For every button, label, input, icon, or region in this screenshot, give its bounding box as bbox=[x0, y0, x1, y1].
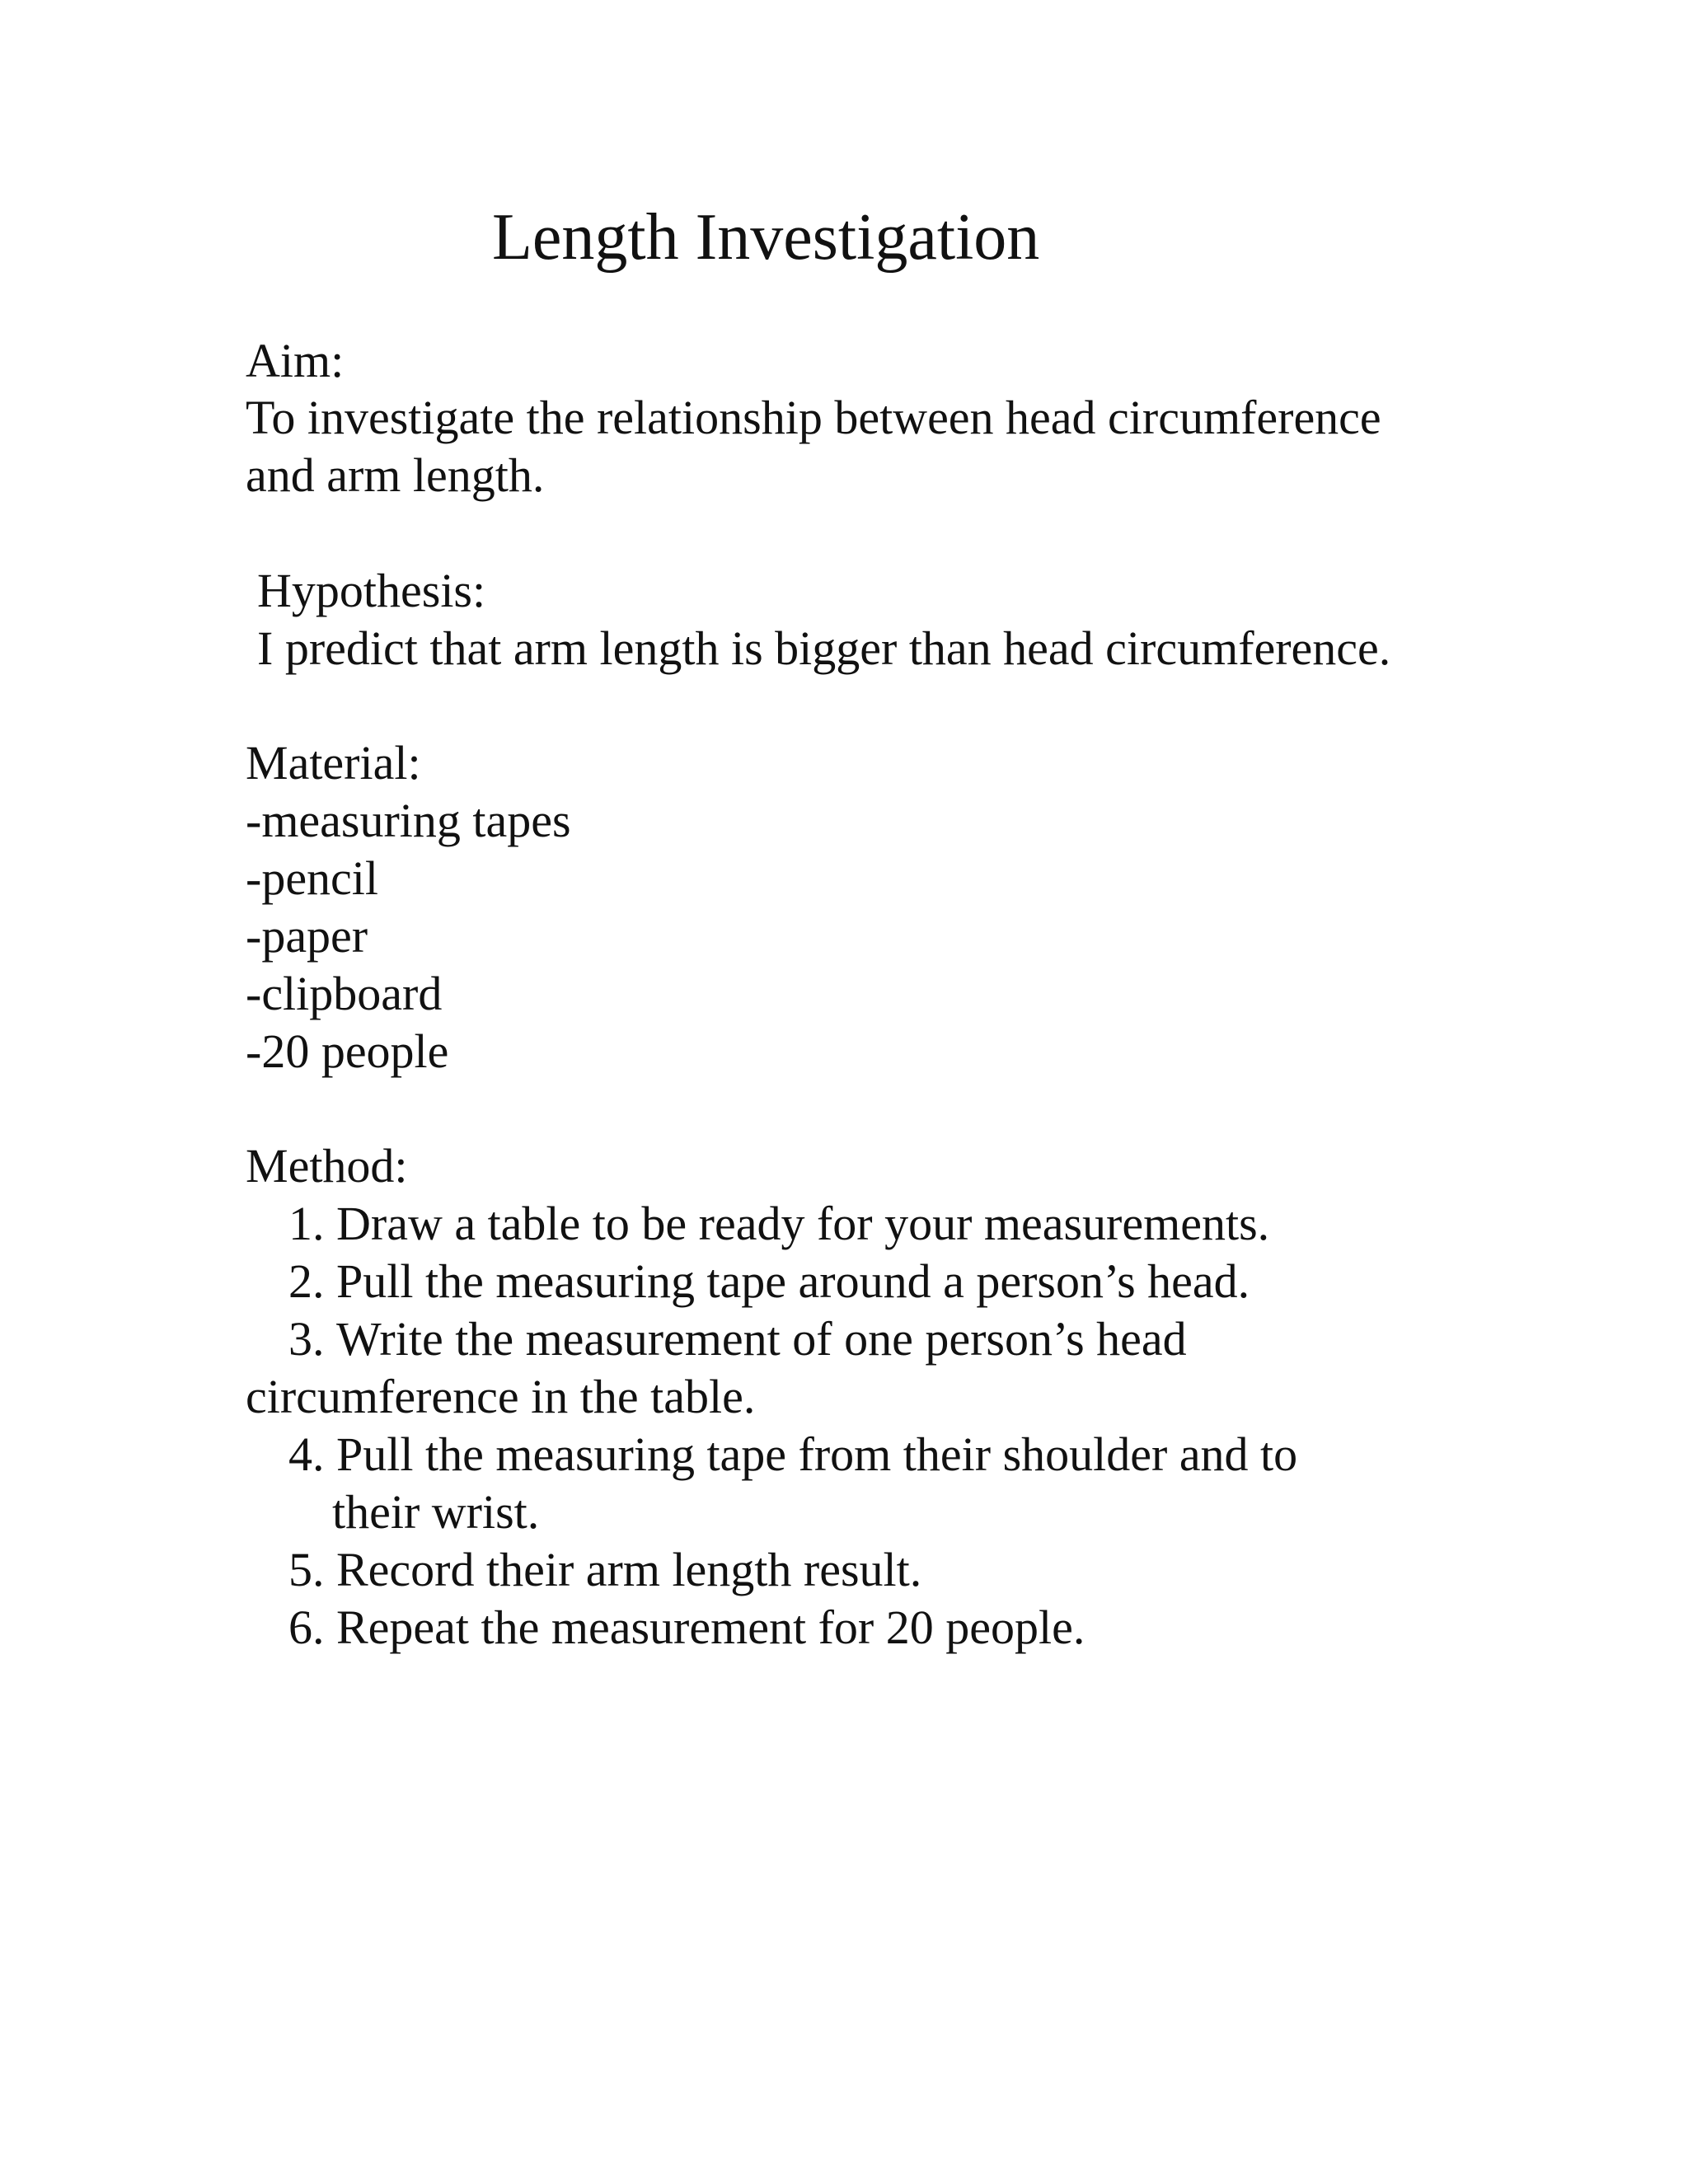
step-number: 5. bbox=[288, 1543, 325, 1596]
method-step bbox=[288, 1426, 1297, 1483]
method-step-continuation: their wrist. bbox=[332, 1485, 540, 1539]
step-number: 1. bbox=[288, 1197, 325, 1250]
method-step bbox=[288, 1541, 921, 1599]
material-item: -measuring tapes bbox=[246, 794, 571, 847]
material-item: -pencil bbox=[246, 851, 379, 905]
step-text: Draw a table to be ready for your measurements. bbox=[336, 1197, 1270, 1250]
method-step bbox=[288, 1599, 1085, 1657]
method-step bbox=[288, 1195, 1269, 1253]
step-number: 6. bbox=[288, 1601, 325, 1654]
hypothesis-heading: Hypothesis: bbox=[257, 564, 486, 617]
step-number: 2. bbox=[288, 1254, 325, 1308]
method-step bbox=[288, 1310, 1187, 1368]
step-text: Pull the measuring tape from their shoulder and to bbox=[336, 1427, 1298, 1481]
method-step-continuation: circumference in the table. bbox=[246, 1370, 756, 1423]
method-step bbox=[288, 1253, 1250, 1310]
hypothesis-text: I predict that arm length is bigger than head circumference. bbox=[257, 621, 1391, 675]
document-title: Length Investigation bbox=[492, 201, 1040, 274]
step-number: 4. bbox=[288, 1427, 325, 1481]
step-text: Repeat the measurement for 20 people. bbox=[336, 1601, 1085, 1654]
method-heading: Method: bbox=[246, 1139, 408, 1193]
material-item: -20 people bbox=[246, 1024, 449, 1078]
step-text: Pull the measuring tape around a person’s head. bbox=[336, 1254, 1250, 1308]
step-text: Record their arm length result. bbox=[336, 1543, 922, 1596]
material-heading: Material: bbox=[246, 736, 421, 790]
step-number: 3. bbox=[288, 1312, 325, 1366]
aim-text-line-1: To investigate the relationship between head circumference bbox=[246, 391, 1381, 444]
aim-heading: Aim: bbox=[246, 334, 345, 387]
step-text: Write the measurement of one person’s head bbox=[336, 1312, 1187, 1366]
material-item: -paper bbox=[246, 909, 368, 963]
aim-text-line-2: and arm length. bbox=[246, 448, 545, 502]
material-item: -clipboard bbox=[246, 967, 443, 1020]
